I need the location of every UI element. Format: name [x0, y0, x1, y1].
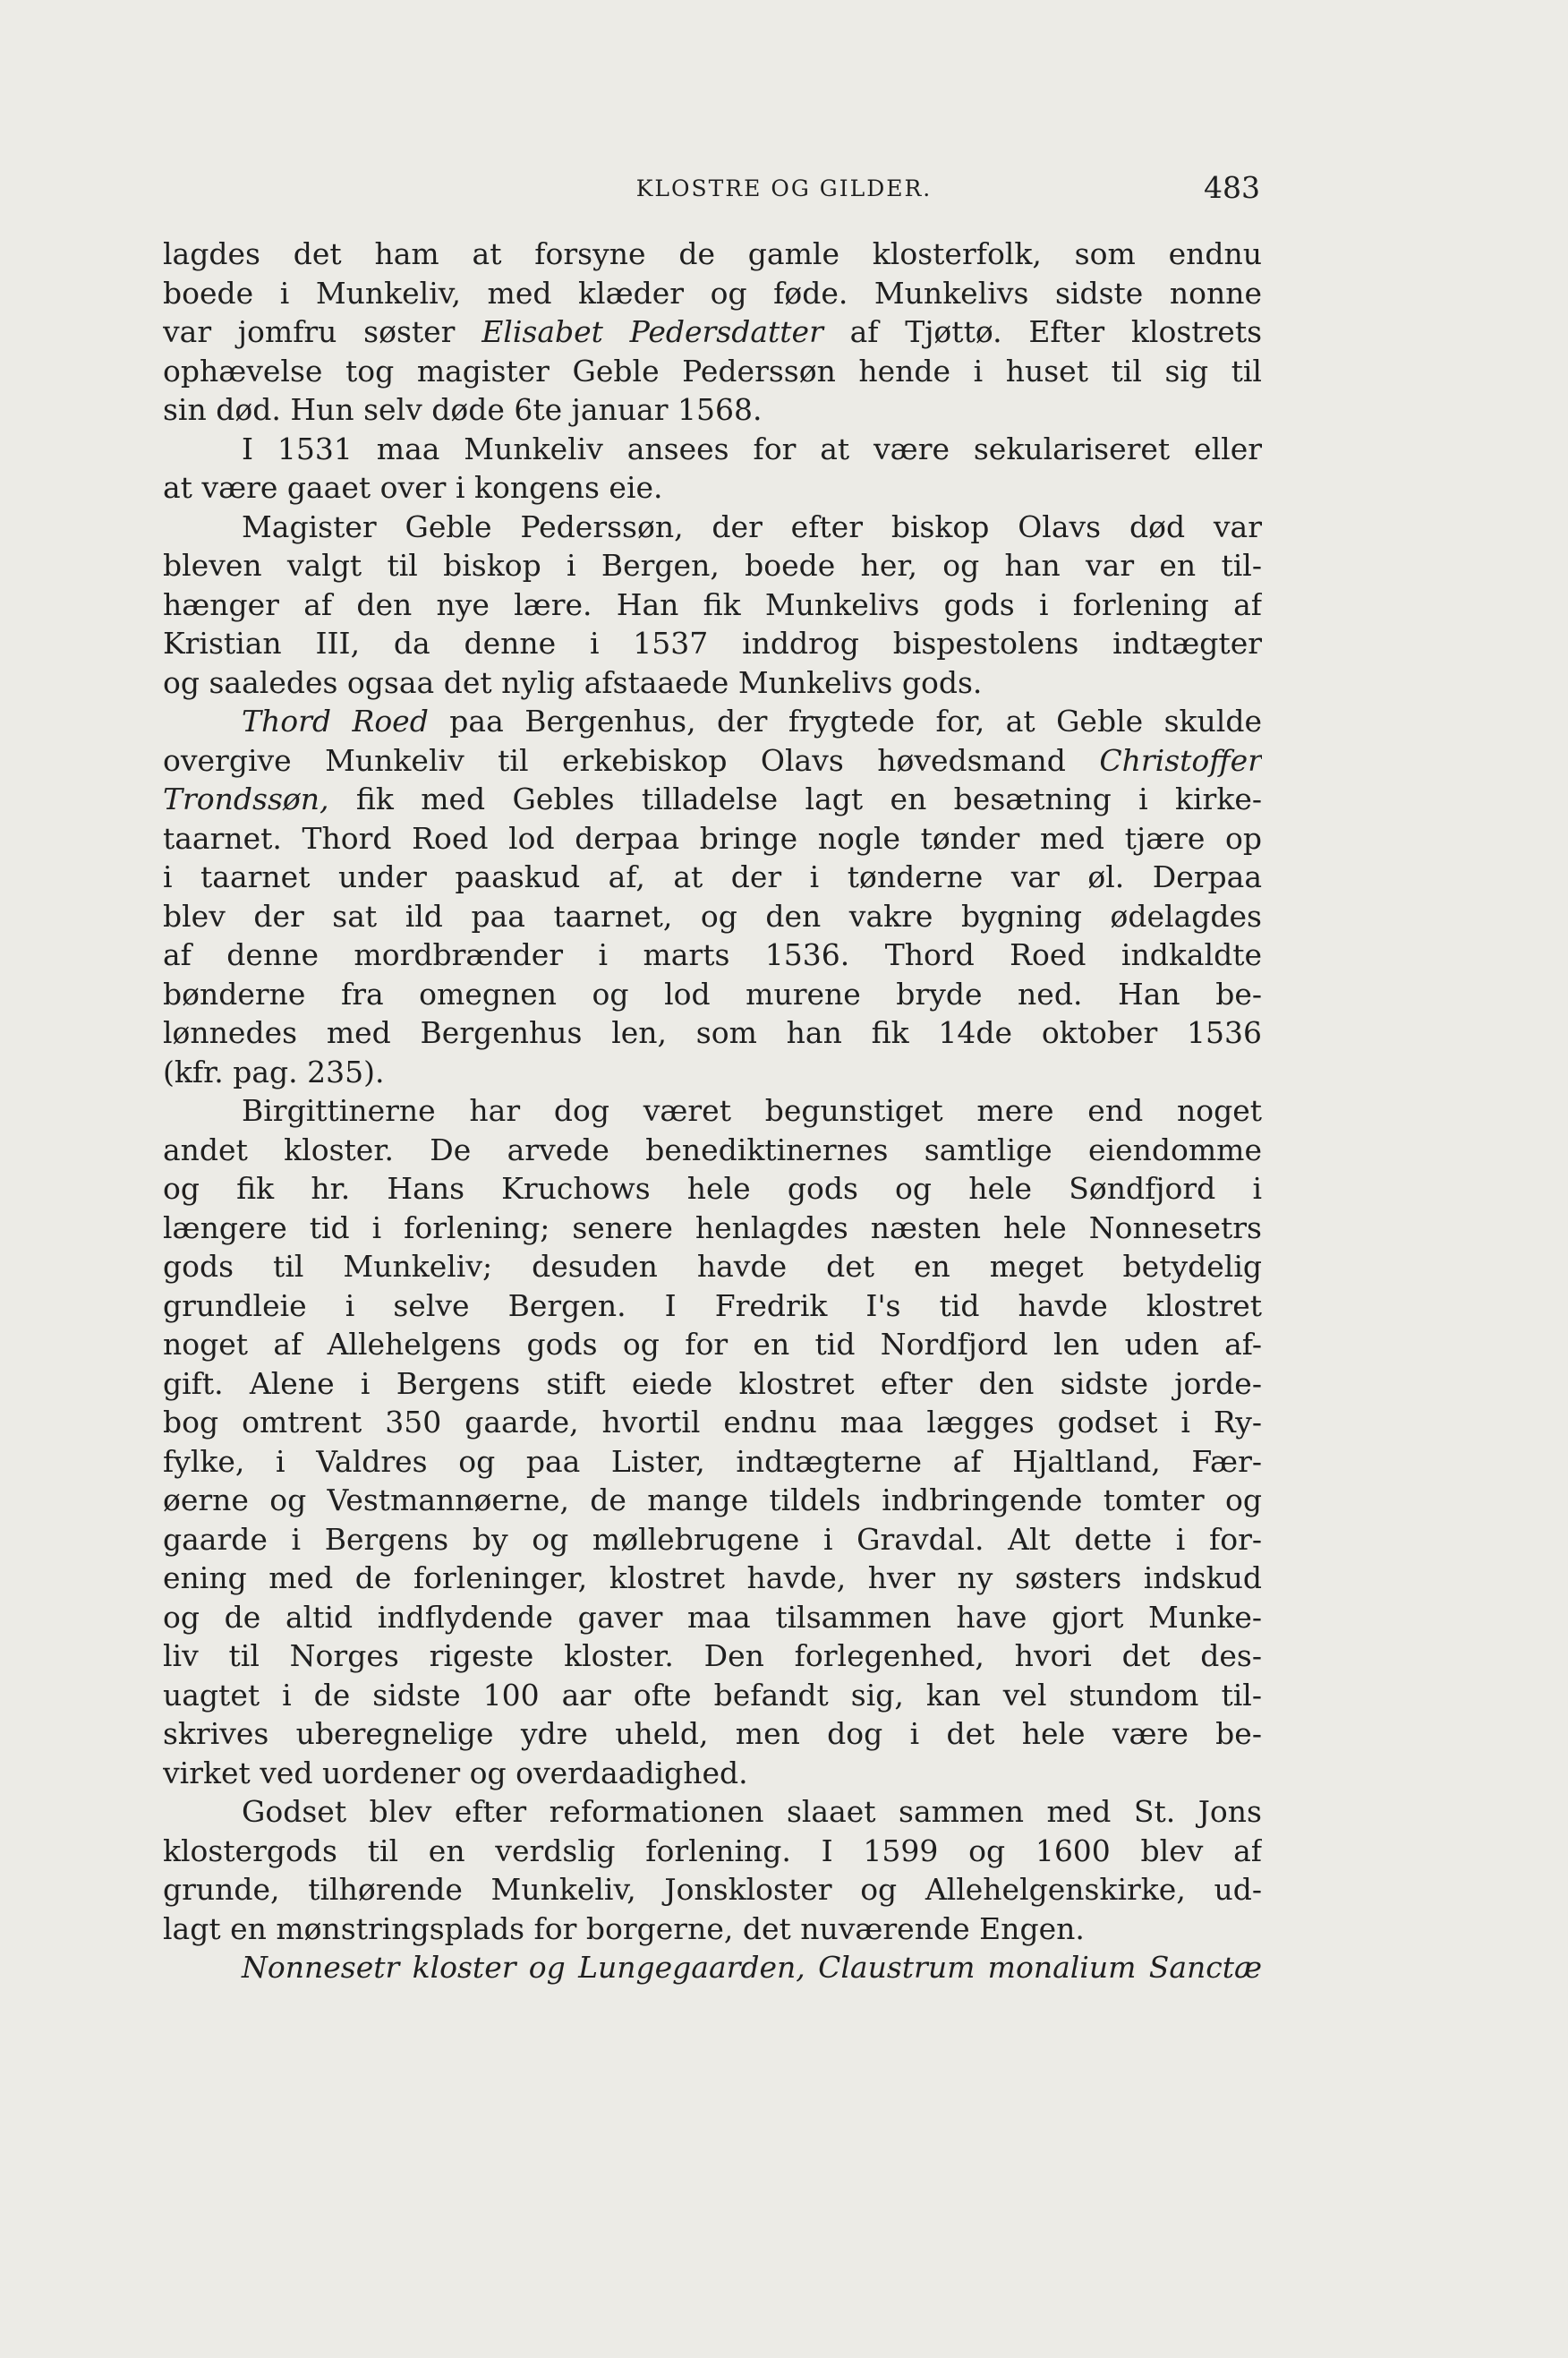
- text-line: andet kloster. De arvede benediktinernes samtlige eiendomme: [163, 1132, 1262, 1167]
- text-line: virket ved uordener og overdaadighed.: [163, 1755, 748, 1790]
- text-line: sin død. Hun selv døde 6te januar 1568.: [163, 392, 763, 427]
- italic-text-segment: Elisabet Pedersdatter: [481, 314, 823, 349]
- text-line: at være gaaet over i kongens eie.: [163, 470, 663, 505]
- text-line: og fik hr. Hans Kruchows hele gods og hele Søndfjord i: [163, 1171, 1262, 1206]
- text-line: [163, 780, 1262, 819]
- text-line: gaarde i Bergens by og møllebrugene i Gravdal. Alt dette i for-: [163, 1521, 1262, 1557]
- italic-text-segment: Trondssøn,: [163, 782, 329, 816]
- text-line: Godset blev efter reformationen slaaet sammen med St. Jons: [242, 1794, 1262, 1829]
- italic-text-segment: Nonnesetr kloster og Lungegaarden,: [242, 1950, 805, 1985]
- text-line: [163, 1948, 1262, 1987]
- text-line: bleven valgt til biskop i Bergen, boede her, og han var en til-: [163, 548, 1262, 583]
- text-segment: af Tjøttø. Efter klostrets: [822, 314, 1262, 349]
- text-line: grunde, tilhørende Munkeliv, Jonskloster og Allehelgenskirke, ud-: [163, 1872, 1262, 1907]
- text-line: [163, 741, 1262, 781]
- text-segment: overgive Munkeliv til erkebiskop Olavs høvedsmand: [163, 742, 1100, 778]
- text-line: ophævelse tog magister Geble Pederssøn hende i huset til sig til: [163, 353, 1262, 389]
- text-line: Magister Geble Pederssøn, der efter biskop Olavs død var: [242, 508, 1262, 544]
- text-line: bønderne fra omegnen og lod murene bryde ned. Han be-: [163, 976, 1262, 1012]
- text-line: liv til Norges rigeste kloster. Den forlegenhed, hvori det des-: [163, 1638, 1262, 1673]
- text-line: Birgittinerne har dog været begunstiget mere end noget: [242, 1093, 1262, 1128]
- text-line: fylke, i Valdres og paa Lister, indtægterne af Hjaltland, Fær-: [163, 1443, 1262, 1479]
- text-segment: fik med Gebles tilladelse lagt en besætning i kirke-: [328, 782, 1262, 816]
- text-line: Kristian III, da denne i 1537 inddrog bispestolens indtægter: [163, 626, 1262, 661]
- italic-text-segment: Claustrum monalium Sanctæ: [818, 1950, 1262, 1985]
- text-line: skrives uberegnelige ydre uheld, men dog i det hele være be-: [163, 1716, 1262, 1751]
- text-segment: paa Bergenhus, der frygtede for, at Geble skulde: [428, 704, 1262, 739]
- text-segment: [805, 1950, 818, 1985]
- text-line: af denne mordbrænder i marts 1536. Thord Roed indkaldte: [163, 937, 1262, 972]
- text-line: og saaledes ogsaa det nylig afstaaede Munkelivs gods.: [163, 664, 983, 700]
- text-line: blev der sat ild paa taarnet, og den vakre bygning ødelagdes: [163, 898, 1262, 934]
- text-line: taarnet. Thord Roed lod derpaa bringe nogle tønder med tjære op: [163, 820, 1262, 856]
- text-line: i taarnet under paaskud af, at der i tønderne var øl. Derpaa: [163, 859, 1262, 894]
- running-title: KLOSTRE OG GILDER.: [635, 175, 933, 201]
- text-line: ening med de forleninger, klostret havde, hver ny søsters indskud: [163, 1560, 1262, 1595]
- running-head: [0, 168, 1568, 213]
- text-line: grundleie i selve Bergen. I Fredrik I's tid havde klostret: [163, 1287, 1262, 1323]
- text-line: [163, 702, 1262, 741]
- text-line: længere tid i forlening; senere henlagdes næsten hele Nonnesetrs: [163, 1209, 1262, 1245]
- text-line: uagtet i de sidste 100 aar ofte befandt sig, kan vel stundom til-: [163, 1677, 1262, 1713]
- text-line: og de altid indflydende gaver maa tilsammen have gjort Munke-: [163, 1599, 1262, 1635]
- body-text: [163, 235, 1262, 1987]
- text-line: gods til Munkeliv; desuden havde det en meget betydelig: [163, 1249, 1262, 1284]
- text-line: hænger af den nye lære. Han fik Munkelivs gods i forlening af: [163, 586, 1262, 622]
- text-line: (kfr. pag. 235).: [163, 1054, 385, 1089]
- text-line: lagdes det ham at forsyne de gamle klosterfolk, som endnu: [163, 236, 1262, 271]
- text-line: bog omtrent 350 gaarde, hvortil endnu maa lægges godset i Ry-: [163, 1405, 1262, 1440]
- text-line: I 1531 maa Munkeliv ansees for at være sekulariseret eller: [242, 431, 1262, 466]
- italic-text-segment: Christoffer: [1099, 742, 1262, 778]
- text-line: boede i Munkeliv, med klæder og føde. Munkelivs sidste nonne: [163, 275, 1262, 311]
- text-line: øerne og Vestmannøerne, de mange tildels indbringende tomter og: [163, 1482, 1262, 1517]
- text-line: lønnedes med Bergenhus len, som han fik 14de oktober 1536: [163, 1015, 1262, 1050]
- text-line: klostergods til en verdslig forlening. I 1599 og 1600 blev af: [163, 1833, 1262, 1868]
- italic-text-segment: Thord Roed: [242, 704, 429, 739]
- text-segment: var jomfru søster: [163, 314, 482, 349]
- page-number: 483: [1204, 170, 1260, 205]
- text-line: noget af Allehelgens gods og for en tid Nordfjord len uden af-: [163, 1327, 1262, 1362]
- text-line: gift. Alene i Bergens stift eiede klostret efter den sidste jorde-: [163, 1365, 1262, 1401]
- text-line: [163, 312, 1262, 352]
- text-line: lagt en mønstringsplads for borgerne, det nuværende Engen.: [163, 1910, 1085, 1946]
